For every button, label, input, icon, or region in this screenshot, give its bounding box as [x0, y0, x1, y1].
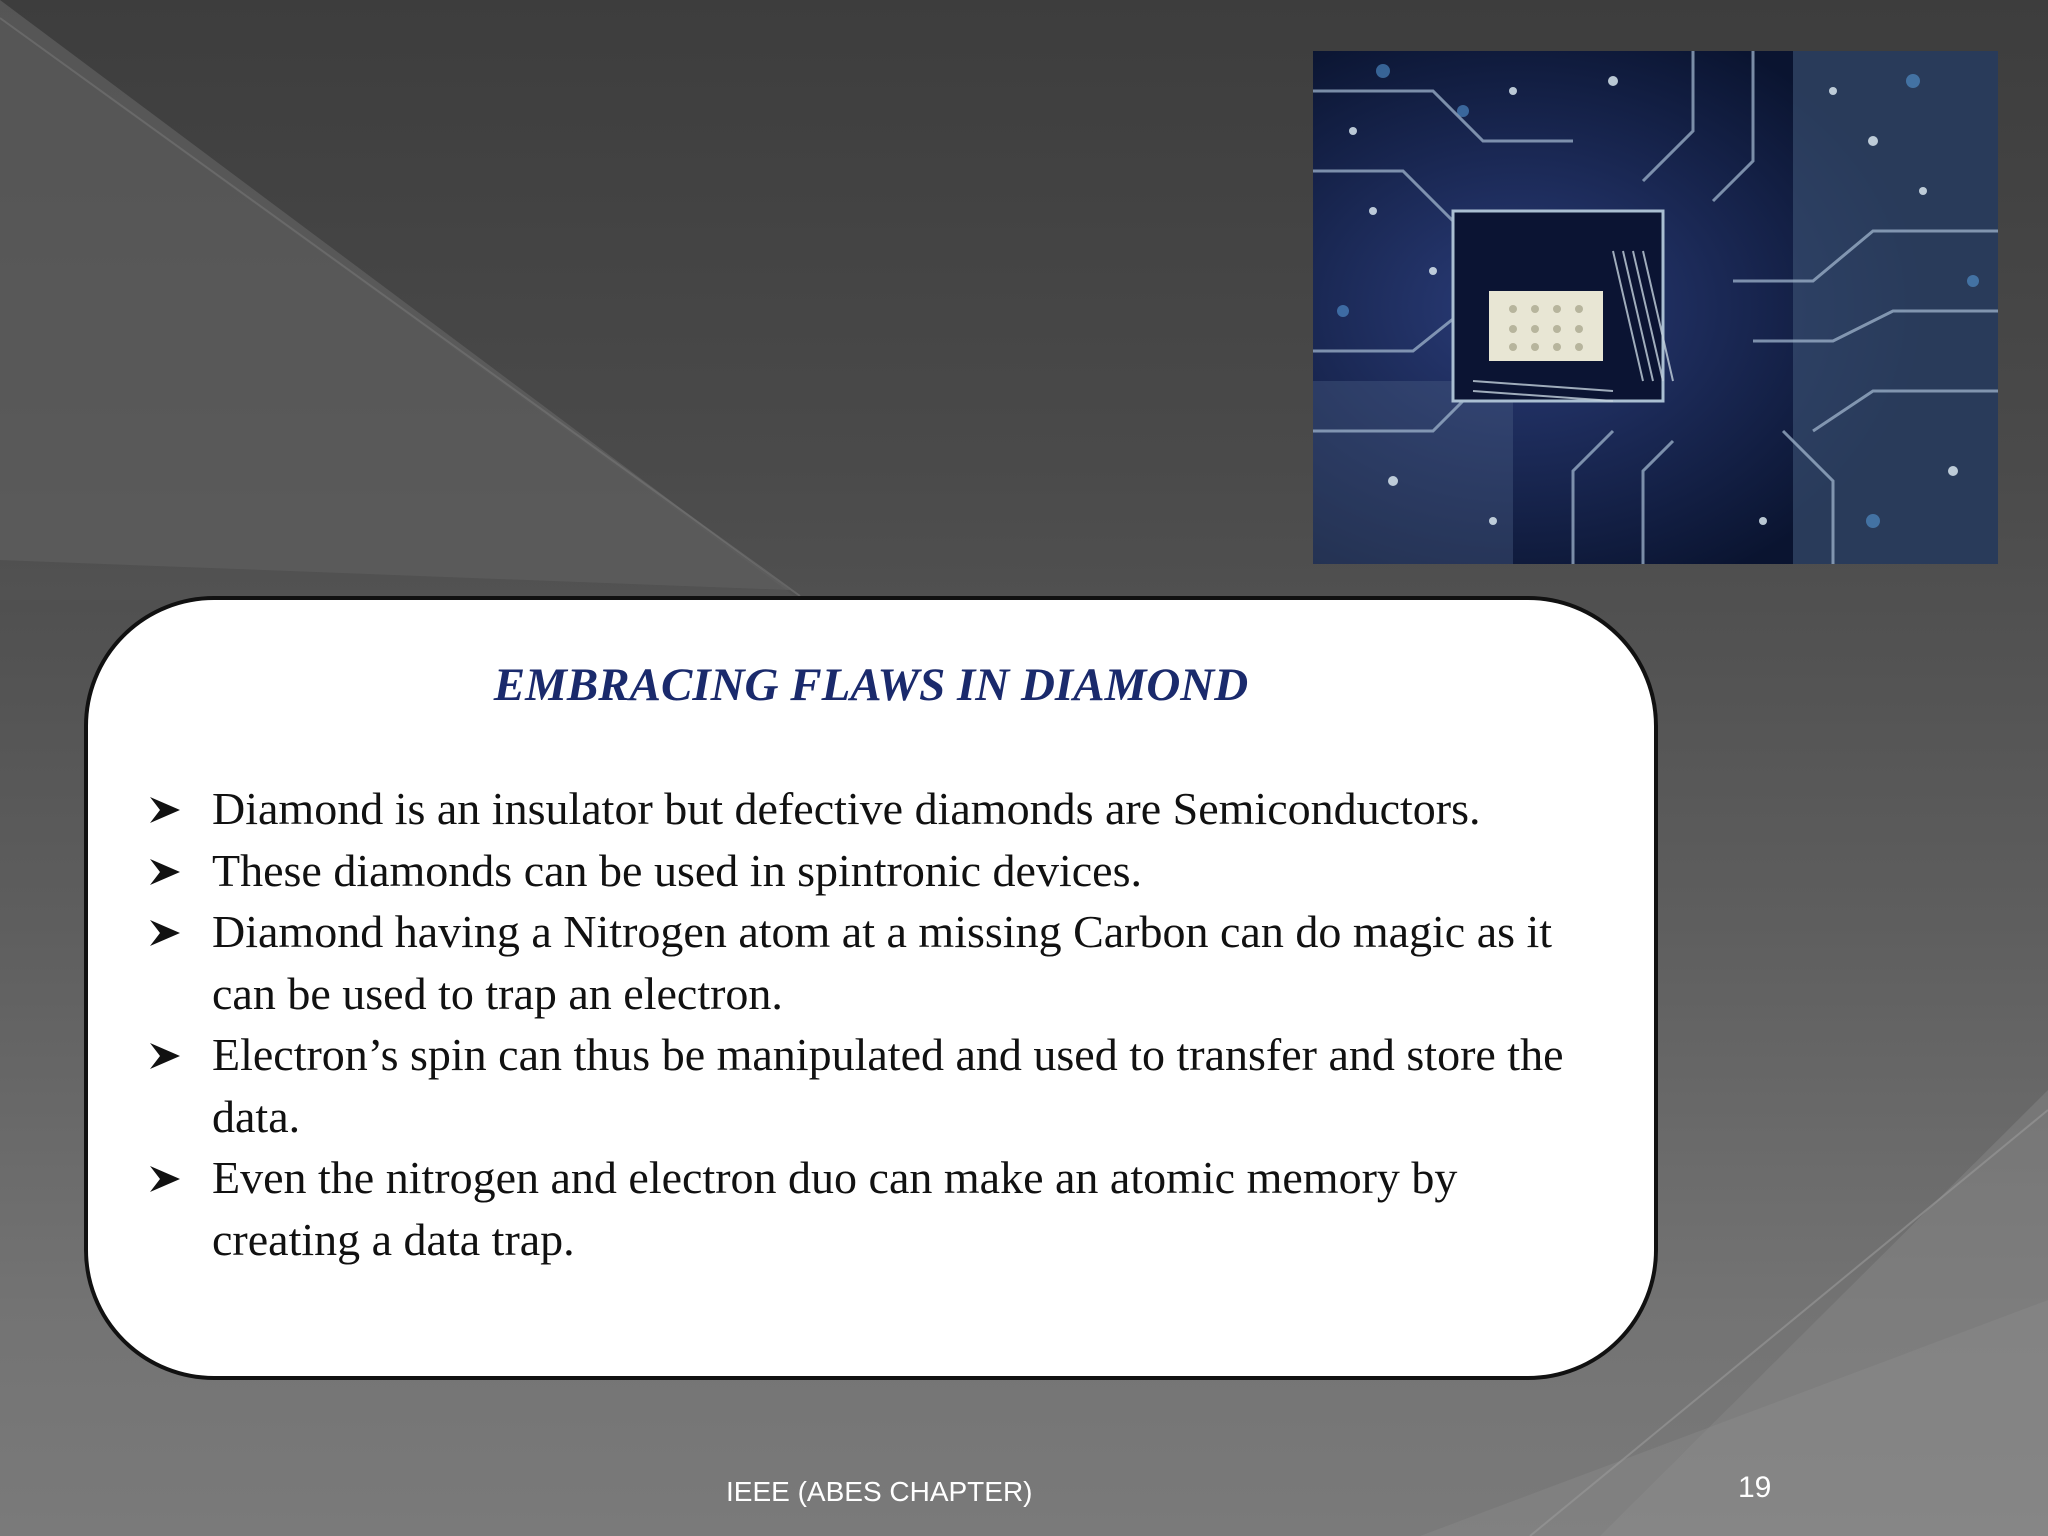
bullet-item [148, 840, 1608, 902]
bullet-item [148, 1147, 1608, 1270]
circuit-board-chip-photo [1313, 51, 1998, 564]
content-card [84, 596, 1658, 1380]
bullet-item [148, 778, 1608, 840]
bullet-text: Even the nitrogen and electron duo can make an atomic memory by creating a data trap. [212, 1152, 1458, 1265]
footer-text: IEEE (ABES CHAPTER) [726, 1476, 1033, 1507]
arrowhead-bullet-icon [148, 840, 186, 902]
arrowhead-bullet-icon [148, 1147, 186, 1209]
bullet-item [148, 901, 1608, 1024]
page-number: 19 [1738, 1471, 1772, 1504]
bullet-text: Diamond is an insulator but defective diamonds are Semiconductors. [212, 783, 1481, 834]
arrowhead-bullet-icon [148, 901, 186, 963]
bullet-text: Electron’s spin can thus be manipulated and used to transfer and store the data. [212, 1029, 1564, 1142]
bullet-list [148, 778, 1608, 1270]
arrowhead-bullet-icon [148, 1024, 186, 1086]
arrowhead-bullet-icon [148, 778, 186, 840]
bullet-text: These diamonds can be used in spintronic devices. [212, 844, 1142, 896]
bullet-item [148, 1024, 1608, 1147]
circuit-board-image [1313, 51, 1998, 564]
bullet-text: Diamond having a Nitrogen atom at a missing Carbon can do magic as it can be used to trap an electron. [212, 906, 1553, 1019]
slide-title: EMBRACING FLAWS IN DIAMOND [493, 659, 1249, 711]
